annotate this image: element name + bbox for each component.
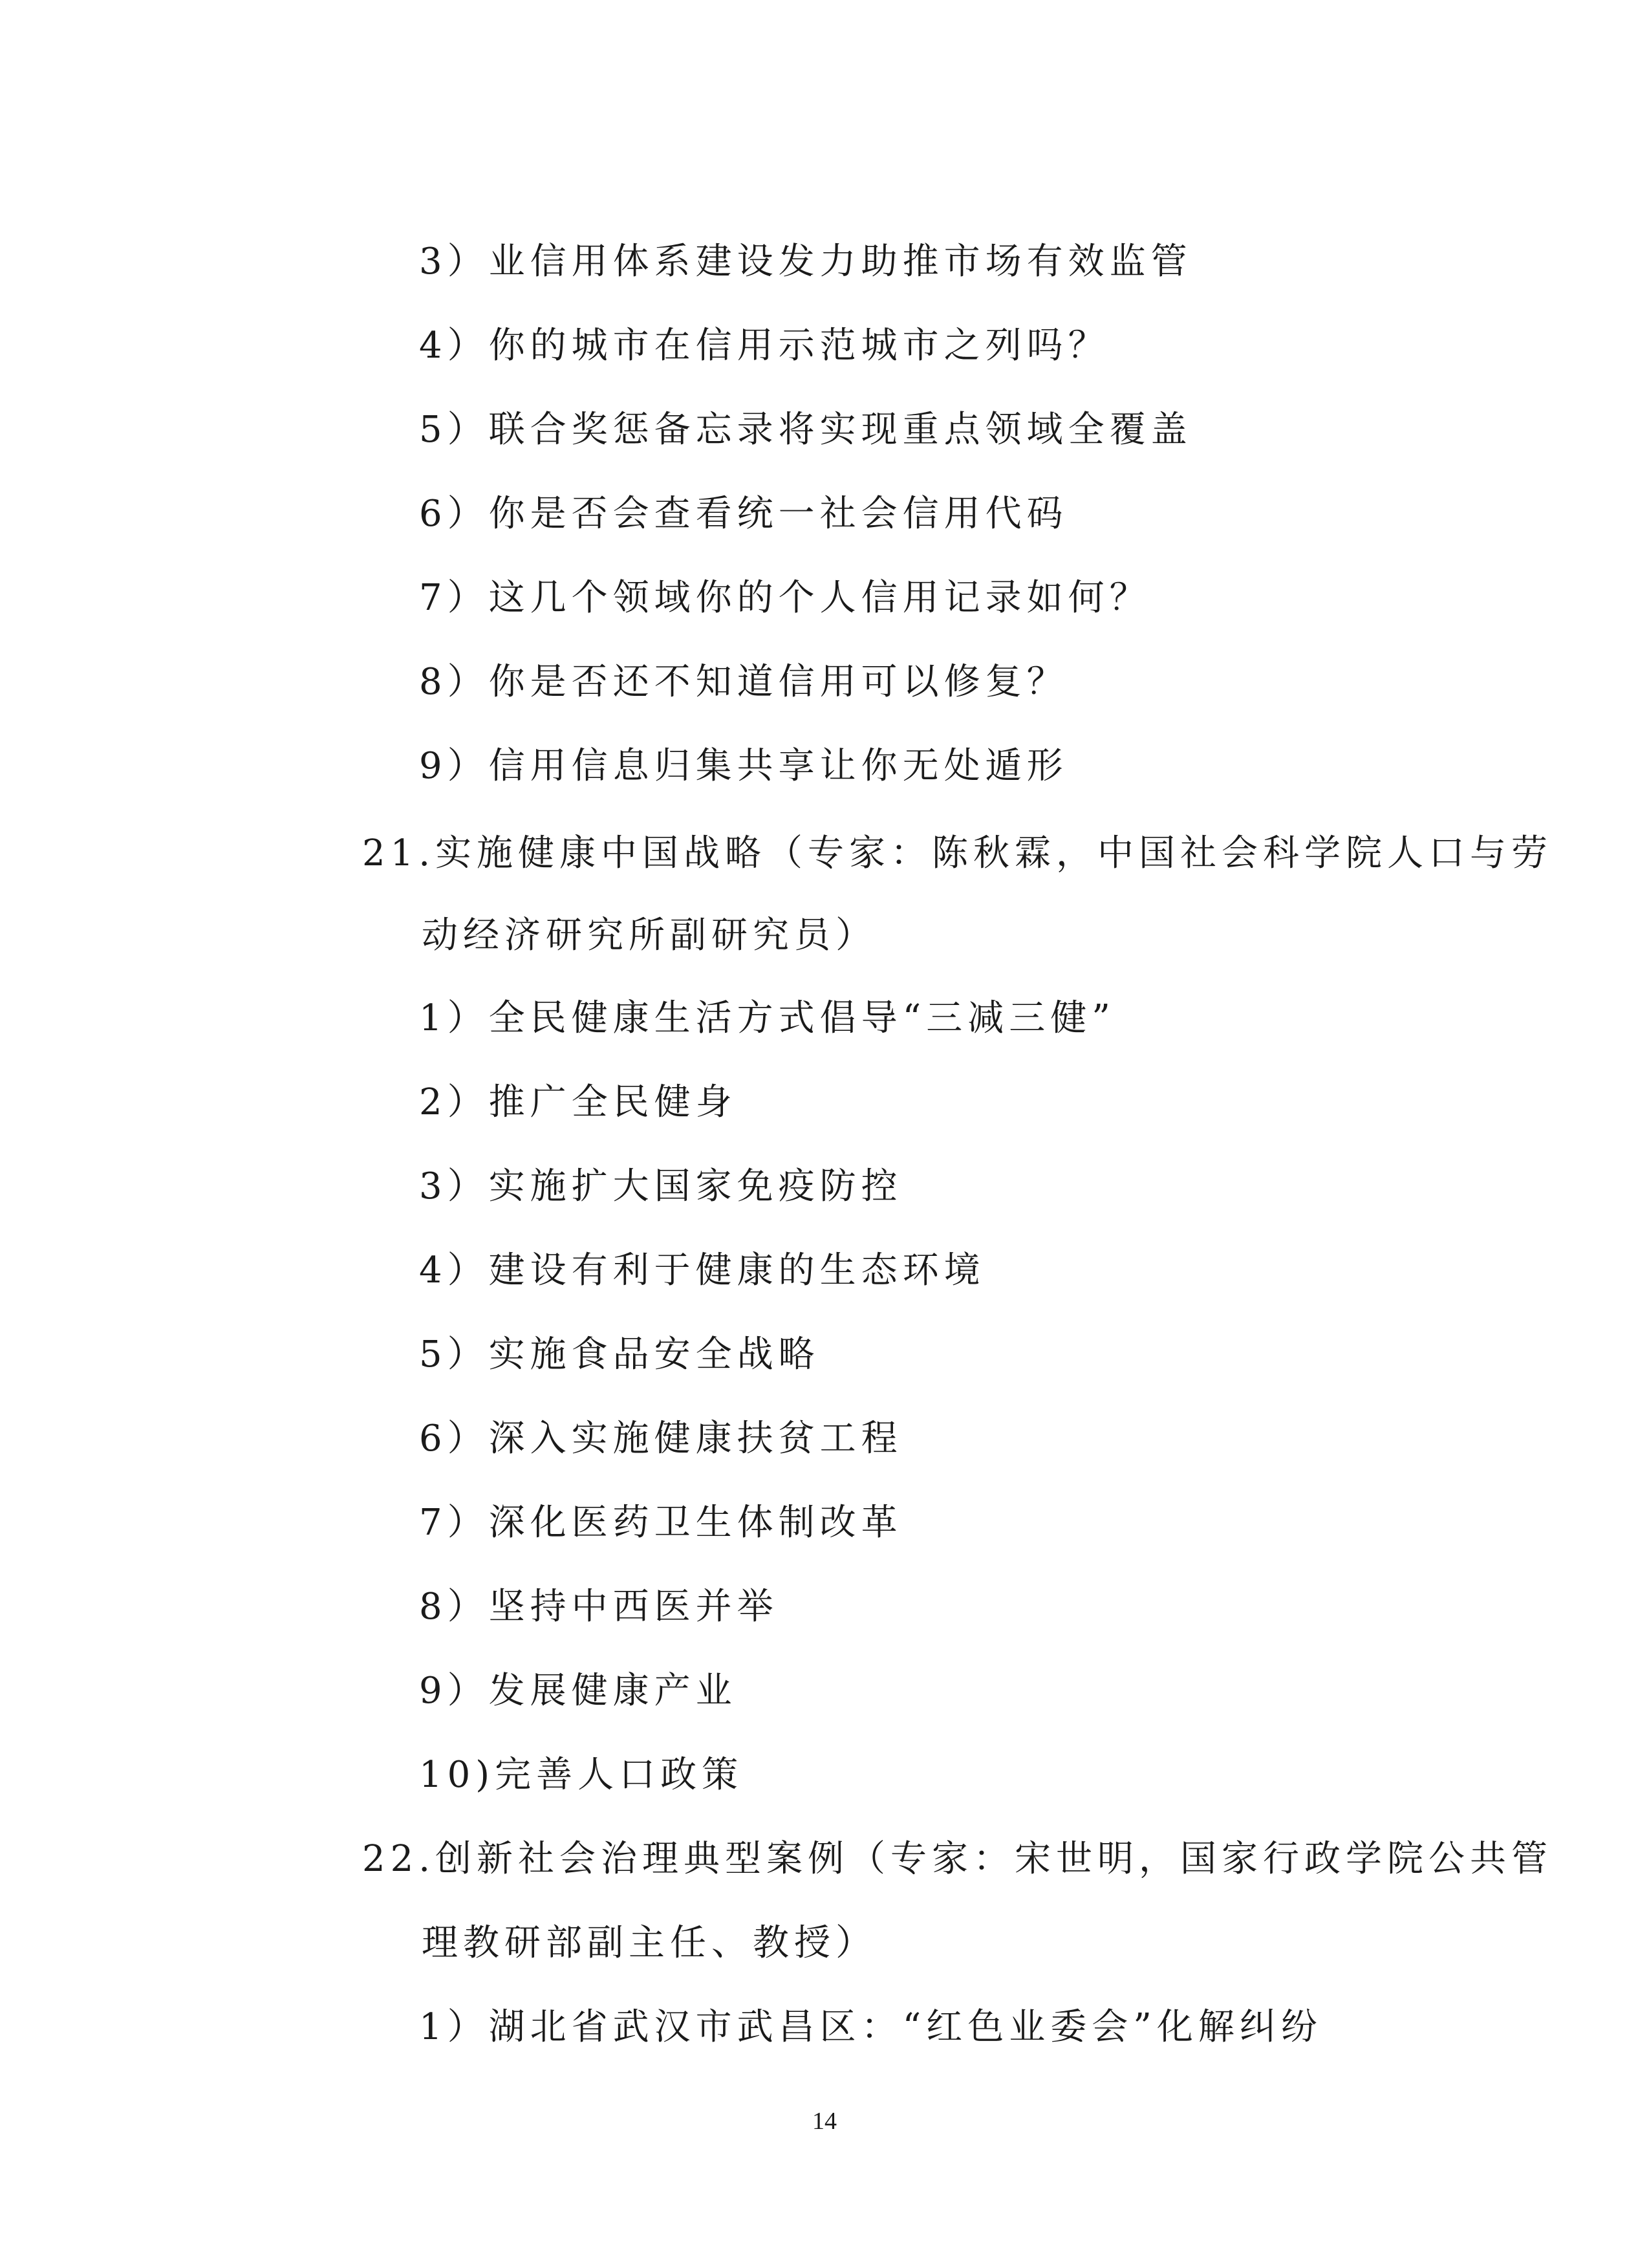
list-item: 9）信用信息归集共享让你无处遁形 [419, 745, 1068, 787]
list-item: 1）全民健康生活方式倡导“三减三健” [419, 997, 1116, 1039]
list-item: 4）你的城市在信用示范城市之列吗？ [419, 325, 1110, 367]
section-heading: 21.实施健康中国战略（专家：陈秋霖，中国社会科学院人口与劳 [362, 832, 1553, 874]
list-item: 7）深化医药卫生体制改革 [419, 1502, 903, 1544]
list-item: 3）业信用体系建设发力助推市场有效监管 [419, 241, 1192, 283]
list-item: 9）发展健康产业 [419, 1670, 737, 1712]
list-item: 8）坚持中西医并举 [419, 1586, 779, 1628]
list-item: 1）湖北省武汉市武昌区：“红色业委会”化解纠纷 [419, 2006, 1322, 2048]
list-item: 2）推广全民健身 [419, 1081, 737, 1123]
list-item: 5）实施食品安全战略 [419, 1334, 820, 1376]
list-item: 3）实施扩大国家免疫防控 [419, 1165, 903, 1207]
section-heading-continuation: 理教研部副主任、教授） [422, 1922, 877, 1964]
page-number: 14 [812, 2108, 837, 2135]
list-item: 4）建设有利于健康的生态环境 [419, 1249, 986, 1291]
list-item: 10)完善人口政策 [419, 1754, 744, 1796]
list-item: 6）深入实施健康扶贫工程 [419, 1418, 903, 1460]
section-heading: 22.创新社会治理典型案例（专家：宋世明，国家行政学院公共管 [362, 1838, 1553, 1880]
list-item: 5）联合奖惩备忘录将实现重点领域全覆盖 [419, 409, 1192, 451]
list-item: 7）这几个领域你的个人信用记录如何？ [419, 577, 1151, 619]
section-heading-continuation: 动经济研究所副研究员） [422, 914, 877, 956]
list-item: 8）你是否还不知道信用可以修复？ [419, 661, 1068, 703]
list-item: 6）你是否会查看统一社会信用代码 [419, 493, 1068, 535]
